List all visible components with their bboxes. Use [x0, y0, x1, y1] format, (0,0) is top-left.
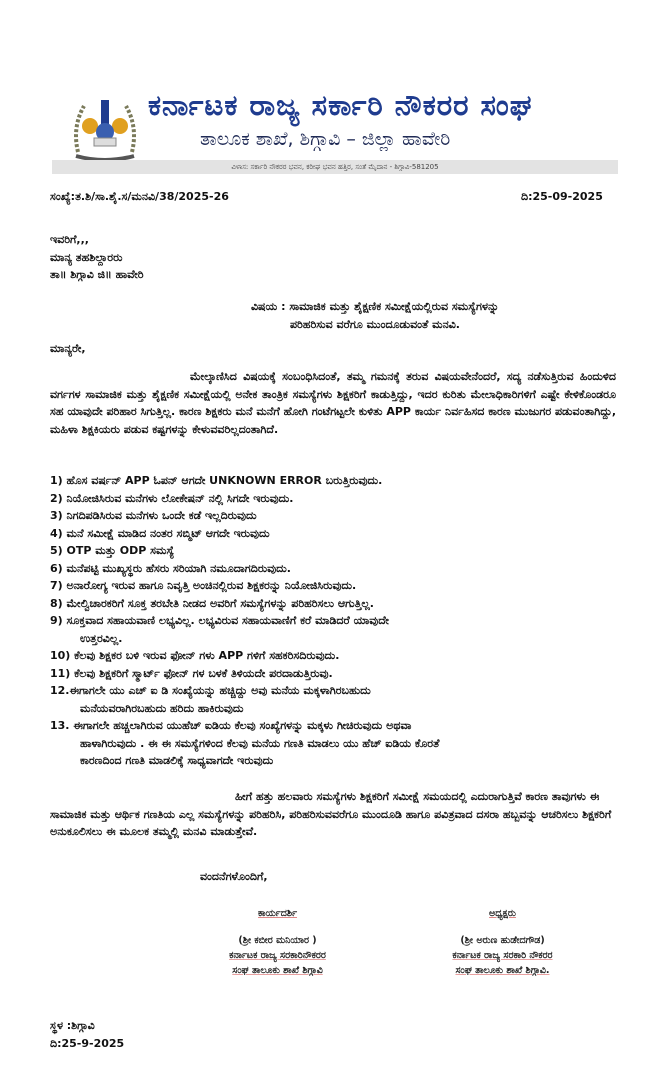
organization-title: ಕರ್ನಾಟಕ ರಾಜ್ಯ ಸರ್ಕಾರಿ ನೌಕರರ ಸಂಘ: [148, 88, 533, 122]
signatory-name: (ಶ್ರೀ ಕಬೀರ ಮನಿಯಾರ ): [238, 935, 317, 946]
body-text: ಮೇಲ್ಕಾಣಿಸಿದ ವಿಷಯಕ್ಕೆ ಸಂಬಂಧಿಸಿದಂತೆ, ತಮ್ಮ ಗಮನಕ್ಕೆ ತರುವ ವಿಷಯವೇನೆಂದರೆ, ಸದ್ಯ ನಡೆಸುತ್ತಿರುವ ಹಿಂದುಳಿದ ವರ್ಗಗಳ ಸಾಮಾಜಿಕ ಮತ್ತು ಶೈಕ್ಷಣಿಕ ಸಮೀಕ್ಷೆಯಲ್ಲಿ ಅನೇಕ ತಾಂತ್ರಿಕ ಸಮಸ್ಯೆಗಳು ಶಿಕ್ಷಕರಿಗೆ ಕಾಡುತ್ತಿದ್ದು, ಇದರ ಕುರಿತು ಮೇಲಾಧಿಕಾರಿಗಳಿಗೆ ಎಷ್ಟೇ ಕೇಳಿಕೊಂಡರೂ ಸಹ ಯಾವುದೇ ಪರಿಹಾರ ಸಿಗುತ್ತಿಲ್ಲ. ಕಾರಣ ಶಿಕ್ಷಕರು ಮನೆ ಮನೆಗೆ ಹೋಗಿ ಗಂಟೆಗಟ್ಟಲೇ ಕುಳಿತು APP ಕಾರ್ಯ ನಿರ್ವಹಿಸದ ಕಾರಣ ಮುಜುಗರ ಪಡುವಂತಾಗಿದ್ದು, ಮಹಿಳಾ ಶಿಕ್ಷಕಿಯರು ಪಡುವ ಕಷ್ಟಗಳನ್ನು ಕೇಳುವವರಿಲ್ಲದಂತಾಗಿದೆ.: [50, 370, 616, 436]
list-item: 1) ಹೊಸ ವರ್ಷನ್ APP ಓಪನ್ ಆಗದೇ UNKNOWN ERROR ಬರುತ್ತಿರುವುದು.: [50, 474, 383, 487]
list-item-continuation: ಉತ್ತರವಿಲ್ಲ.: [80, 631, 123, 645]
signatory-secretary: [190, 906, 365, 978]
closing-paragraph: [50, 788, 616, 841]
issues-list: [50, 472, 630, 770]
list-item: 5) OTP ಮತ್ತು ODP ಸಮಸ್ಯೆ: [50, 544, 175, 557]
list-item: 11) ಕೆಲವು ಶಿಕ್ಷಕರಿಗೆ ಸ್ಮಾರ್ಟ್ ಫೋನ್ ಗಳ ಬಳಕೆ ತಿಳಿಯದೇ ಪರದಾಡುತ್ತಿರುವು.: [50, 666, 333, 680]
list-item: 9) ಸೂಕ್ತವಾದ ಸಹಾಯವಾಣಿ ಲಭ್ಯವಿಲ್ಲ. ಲಭ್ಯವಿರುವ ಸಹಾಯವಾಣಿಗೆ ಕರೆ ಮಾಡಿದರೆ ಯಾವುದೇ: [50, 614, 389, 627]
list-item: 4) ಮನೆ ಸಮೀಕ್ಷೆ ಮಾಡಿದ ನಂತರ ಸಬ್ಮಿಟ್ ಆಗದೇ ಇರುವುದು: [50, 526, 270, 540]
list-item-continuation: ಮನೆಯವರಾಗಿರಬಹುದು ಹರಿದು ಹಾಕಿರುವುದು: [80, 701, 244, 715]
greeting: ಮಾನ್ಯರೇ,: [50, 342, 86, 355]
subject: [150, 298, 600, 333]
recipient-line: ಮಾನ್ಯ ತಹಶಿಲ್ದಾರರು: [50, 250, 123, 264]
list-item: 7) ಅನಾರೋಗ್ಯ ಇರುವ ಹಾಗೂ ನಿವೃತ್ತಿ ಅಂಚಿನಲ್ಲಿರುವ ಶಿಕ್ಷಕರನ್ನು ನಿಯೋಜಿಸಿರುವುದು.: [50, 579, 357, 592]
association-logo: [70, 92, 140, 164]
list-item: 13. ಈಗಾಗಲೇ ಹಚ್ಚಲಾಗಿರುವ ಯುಹೆಚ್ ಐಡಿಯ ಕೆಲವು ಸಂಖ್ಯೆಗಳನ್ನು ಮಕ್ಕಳು ಗೀಚಿರುವುದು ಅಥವಾ: [50, 719, 412, 732]
list-item-continuation: ಹಾಳಾಗಿರುವುದು . ಈ ಈ ಸಮಸ್ಯೆಗಳಿಂದ ಕೆಲವು ಮನೆಯ ಗಣತಿ ಮಾಡಲು ಯು ಹೆಚ್ ಐಡಿಯ ಕೊರತೆ: [80, 736, 440, 750]
list-item: 12.ಈಗಾಗಲೇ ಯು ಎಚ್ ಐ ಡಿ ಸಂಖ್ಯೆಯನ್ನು ಹಚ್ಚಿದ್ದು ಅವು ಮನೆಯ ಮಕ್ಕಳಾಗಿರಬಹುದು: [50, 684, 371, 697]
signatory-role: ಅಧ್ಯಕ್ಷರು: [489, 908, 516, 919]
list-item: 2) ನಿಯೋಜಿಸಿರುವ ಮನೆಗಳು ಲೋಕೇಷನ್ ನಲ್ಲಿ ಸಿಗದೇ ಇರುವುದು.: [50, 491, 294, 505]
signatory-name: (ಶ್ರೀ ಅರುಣ ಹುಡೇದಗೌಡ): [460, 935, 545, 946]
subject-line: ವಿಷಯ : ಸಾಮಾಜಿಕ ಮತ್ತು ಶೈಕ್ಷಣಿಕ ಸಮೀಕ್ಷೆಯಲ್ಲಿರುವ ಸಮಸ್ಯೆಗಳನ್ನು: [250, 300, 500, 313]
body-paragraph: [50, 368, 616, 438]
recipient-line: ಇವರಿಗೆ,,,: [50, 233, 89, 246]
footer-date: ದಿ:25-9-2025: [50, 1036, 125, 1050]
list-item: 6) ಮನೆಪಟ್ಟಿ ಮುಖ್ಯಸ್ಥರು ಹೆಸರು ಸರಿಯಾಗಿ ನಮೂದಾಗದಿರುವುದು.: [50, 561, 291, 575]
subject-line: ಪರಿಹರಿಸುವ ವರೆಗೂ ಮುಂದೂಡುವಂತೆ ಮನವಿ.: [290, 317, 460, 331]
signatory-org: ಕರ್ನಾಟಕ ರಾಜ್ಯ ಸರಕಾರಿ ನೌಕರರ: [452, 950, 553, 961]
branch-subtitle: ತಾಲೂಕ ಶಾಖೆ, ಶಿಗ್ಗಾವಿ – ಜಿಲ್ಲಾ ಹಾವೇರಿ: [200, 128, 451, 150]
list-item: 10) ಕೆಲವು ಶಿಕ್ಷಕರ ಬಳಿ ಇರುವ ಫೋನ್ ಗಳು APP ಗಳಿಗೆ ಸಹಕರಿಸದಿರುವುದು.: [50, 649, 340, 662]
signatory-president: [410, 906, 595, 978]
regards: ವಂದನೆಗಳೊಂದಿಗೆ,: [200, 870, 268, 883]
place-date-block: [50, 1017, 124, 1052]
recipient-block: [50, 231, 144, 284]
list-item: 8) ಮೇಲ್ವಿಚಾರಕರಿಗೆ ಸೂಕ್ತ ತರಬೇತಿ ನೀಡದ ಅವರಿಗೆ ಸಮಸ್ಯೆಗಳನ್ನು ಪರಿಹರಿಸಲು ಆಗುತ್ತಿಲ್ಲ.: [50, 596, 374, 610]
reference-number: ಸಂಖ್ಯೆ:ತ.ಶಿ/ಸಾ.ಶೈ.ಸ/ಮನವಿ/38/2025-26: [50, 190, 229, 203]
recipient-line: ತಾ॥ ಶಿಗ್ಗಾವಿ ಜಿ॥ ಹಾವೇರಿ: [50, 268, 144, 281]
address-bar: ವಿಳಾಸ: ಸರ್ಕಾರಿ ನೌಕರರ ಭವನ, ಕರೀಘ ಭವನ ಹತ್ತಿರ, ಸಂತೆ ಮೈದಾನ - ಶಿಗ್ಗಾವಿ-581205: [52, 160, 618, 174]
closing-text: ಹೀಗೆ ಹತ್ತು ಹಲವಾರು ಸಮಸ್ಯೆಗಳು ಶಿಕ್ಷಕರಿಗೆ ಸಮೀಕ್ಷೆ ಸಮಯದಲ್ಲಿ ಎದುರಾಗುತ್ತಿವೆ ಕಾರಣ ತಾವುಗಳು ಈ ಸಾಮಾಜಿಕ ಮತ್ತು ಆರ್ಥಿಕ ಗಣತಿಯ ಎಲ್ಲ ಸಮಸ್ಯೆಗಳನ್ನು ಪರಿಹರಿಸಿ, ಪರಿಹರಿಸುವವರೆಗೂ ಮುಂದೂಡಿ ಹಾಗೂ ಪವಿತ್ರವಾದ ದಸರಾ ಹಬ್ಬವನ್ನು ಆಚರಿಸಲು ಶಿಕ್ಷಕರಿಗೆ ಅನುಕೂಲಿಸಲು ಈ ಮೂಲಕ ತಮ್ಮಲ್ಲಿ ಮನವಿ ಮಾಡುತ್ತೇವೆ.: [50, 790, 612, 838]
signatory-org: ಸಂಘ ತಾಲೂಕು ಶಾಖೆ ಶಿಗ್ಗಾವಿ.: [455, 965, 550, 976]
list-item: 3) ನಿಗದಿಪಡಿಸಿರುವ ಮನೆಗಳು ಒಂದೇ ಕಡೆ ಇಲ್ಲದಿರುವುದು: [50, 509, 257, 522]
place: ಸ್ಥಳ :ಶಿಗ್ಗಾವಿ: [50, 1019, 95, 1032]
letter-date: ದಿ:25-09-2025: [521, 190, 603, 203]
signatory-org: ಕರ್ನಾಟಕ ರಾಜ್ಯ ಸರಕಾರಿನೌಕರರ: [229, 950, 326, 961]
signatory-role: ಕಾರ್ಯದರ್ಶಿ: [258, 908, 297, 919]
signatory-org: ಸಂಘ ತಾಲೂಕು ಶಾಖೆ ಶಿಗ್ಗಾವಿ: [232, 965, 323, 976]
list-item-continuation: ಕಾರಣದಿಂದ ಗಣತಿ ಮಾಡಲಿಕ್ಕೆ ಸಾಧ್ಯವಾಗದೇ ಇರುವುದು: [80, 754, 274, 767]
